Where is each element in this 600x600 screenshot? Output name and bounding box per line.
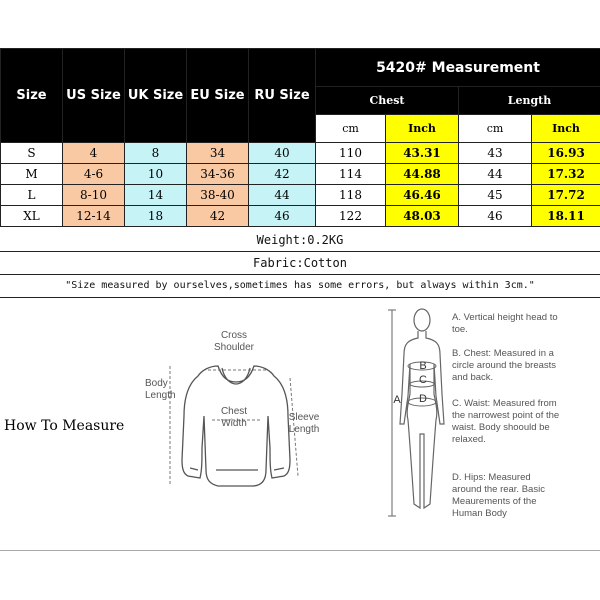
header-us-size: US Size [63,49,125,143]
ru-cell: 42 [249,164,316,185]
how-to-measure-label: How To Measure [4,418,125,434]
header-ru-size: RU Size [249,49,316,143]
length-inch-cell: 18.11 [532,206,600,227]
us-cell: 4-6 [63,164,125,185]
chest-inch-cell: 46.46 [386,185,459,206]
cross-shoulder-label [204,330,264,354]
sleeve-length-label [282,412,326,436]
ru-cell: 40 [249,143,316,164]
size-cell: L [1,185,63,206]
length-cm-cell: 43 [459,143,532,164]
note-b: B. Chest: Measured in a circle around the breasts and back. [452,348,557,383]
how-to-measure-section [0,298,600,551]
chest-cm-unit: cm [316,115,386,143]
length-cm-cell: 46 [459,206,532,227]
chest-inch-cell: 44.88 [386,164,459,185]
measurement-title: 5420# Measurement [316,49,600,87]
chest-inch-unit: Inch [386,115,459,143]
letter-a: A [393,394,401,406]
uk-cell: 8 [125,143,187,164]
disclaimer-row [0,275,600,298]
header-length: Length [459,87,600,115]
size-cell: XL [1,206,63,227]
note-c: C. Waist: Measured from the narrowest point of the waist. Body shoould be relaxed. [452,398,560,445]
cross-shoulder-line2: Shoulder [213,342,255,353]
note-d: D. Hips: Measured around the rear. Basic Meaurements of the Human Body [452,472,545,519]
length-inch-cell: 16.93 [532,143,600,164]
size-cell: M [1,164,63,185]
chest-cm-cell: 122 [316,206,386,227]
eu-cell: 42 [187,206,249,227]
us-cell: 8-10 [63,185,125,206]
size-cell: S [1,143,63,164]
body-length-label [145,378,185,402]
weight-text: Weight:0.2KG [256,233,344,247]
chest-cm-cell: 114 [316,164,386,185]
note-a: A. Vertical height head to toe. [452,312,558,335]
chest-cm-cell: 118 [316,185,386,206]
table-row [1,164,600,185]
body-length-line2: Length [145,390,176,401]
letter-b: B [419,360,427,372]
fabric-row [0,252,600,275]
weight-row [0,230,600,252]
cross-shoulder-line1: Cross [220,330,248,341]
ru-cell: 44 [249,185,316,206]
table-row [1,185,600,206]
us-cell: 12-14 [63,206,125,227]
eu-cell: 34 [187,143,249,164]
header-uk-size: UK Size [125,49,187,143]
uk-cell: 10 [125,164,187,185]
chest-width-label [212,406,256,430]
disclaimer-text: "Size measured by ourselves,sometimes has some errors, but always within 3cm." [65,280,535,291]
size-chart [0,48,600,227]
sleeve-length-line1: Sleeve [288,412,320,423]
chest-cm-cell: 110 [316,143,386,164]
chest-width-line1: Chest [220,406,248,417]
chest-inch-cell: 43.31 [386,143,459,164]
sleeve-length-line2: Length [288,424,320,435]
body-outline [400,309,444,508]
length-cm-cell: 44 [459,164,532,185]
header-eu-size: EU Size [187,49,249,143]
chest-inch-cell: 48.03 [386,206,459,227]
length-inch-unit: Inch [532,115,600,143]
table-row [1,143,600,164]
letter-d: D [419,393,427,405]
uk-cell: 18 [125,206,187,227]
uk-cell: 14 [125,185,187,206]
length-cm-cell: 45 [459,185,532,206]
body-length-line1: Body [145,378,168,389]
ru-cell: 46 [249,206,316,227]
length-inch-cell: 17.72 [532,185,600,206]
length-inch-cell: 17.32 [532,164,600,185]
header-size: Size [1,49,63,143]
eu-cell: 34-36 [187,164,249,185]
us-cell: 4 [63,143,125,164]
fabric-text: Fabric:Cotton [253,256,347,270]
length-cm-unit: cm [459,115,532,143]
table-row [1,206,600,227]
chest-width-line2: Width [221,418,247,429]
header-chest: Chest [316,87,459,115]
eu-cell: 38-40 [187,185,249,206]
letter-c: C [419,374,427,386]
size-table [0,48,600,227]
body-diagram [386,304,456,524]
